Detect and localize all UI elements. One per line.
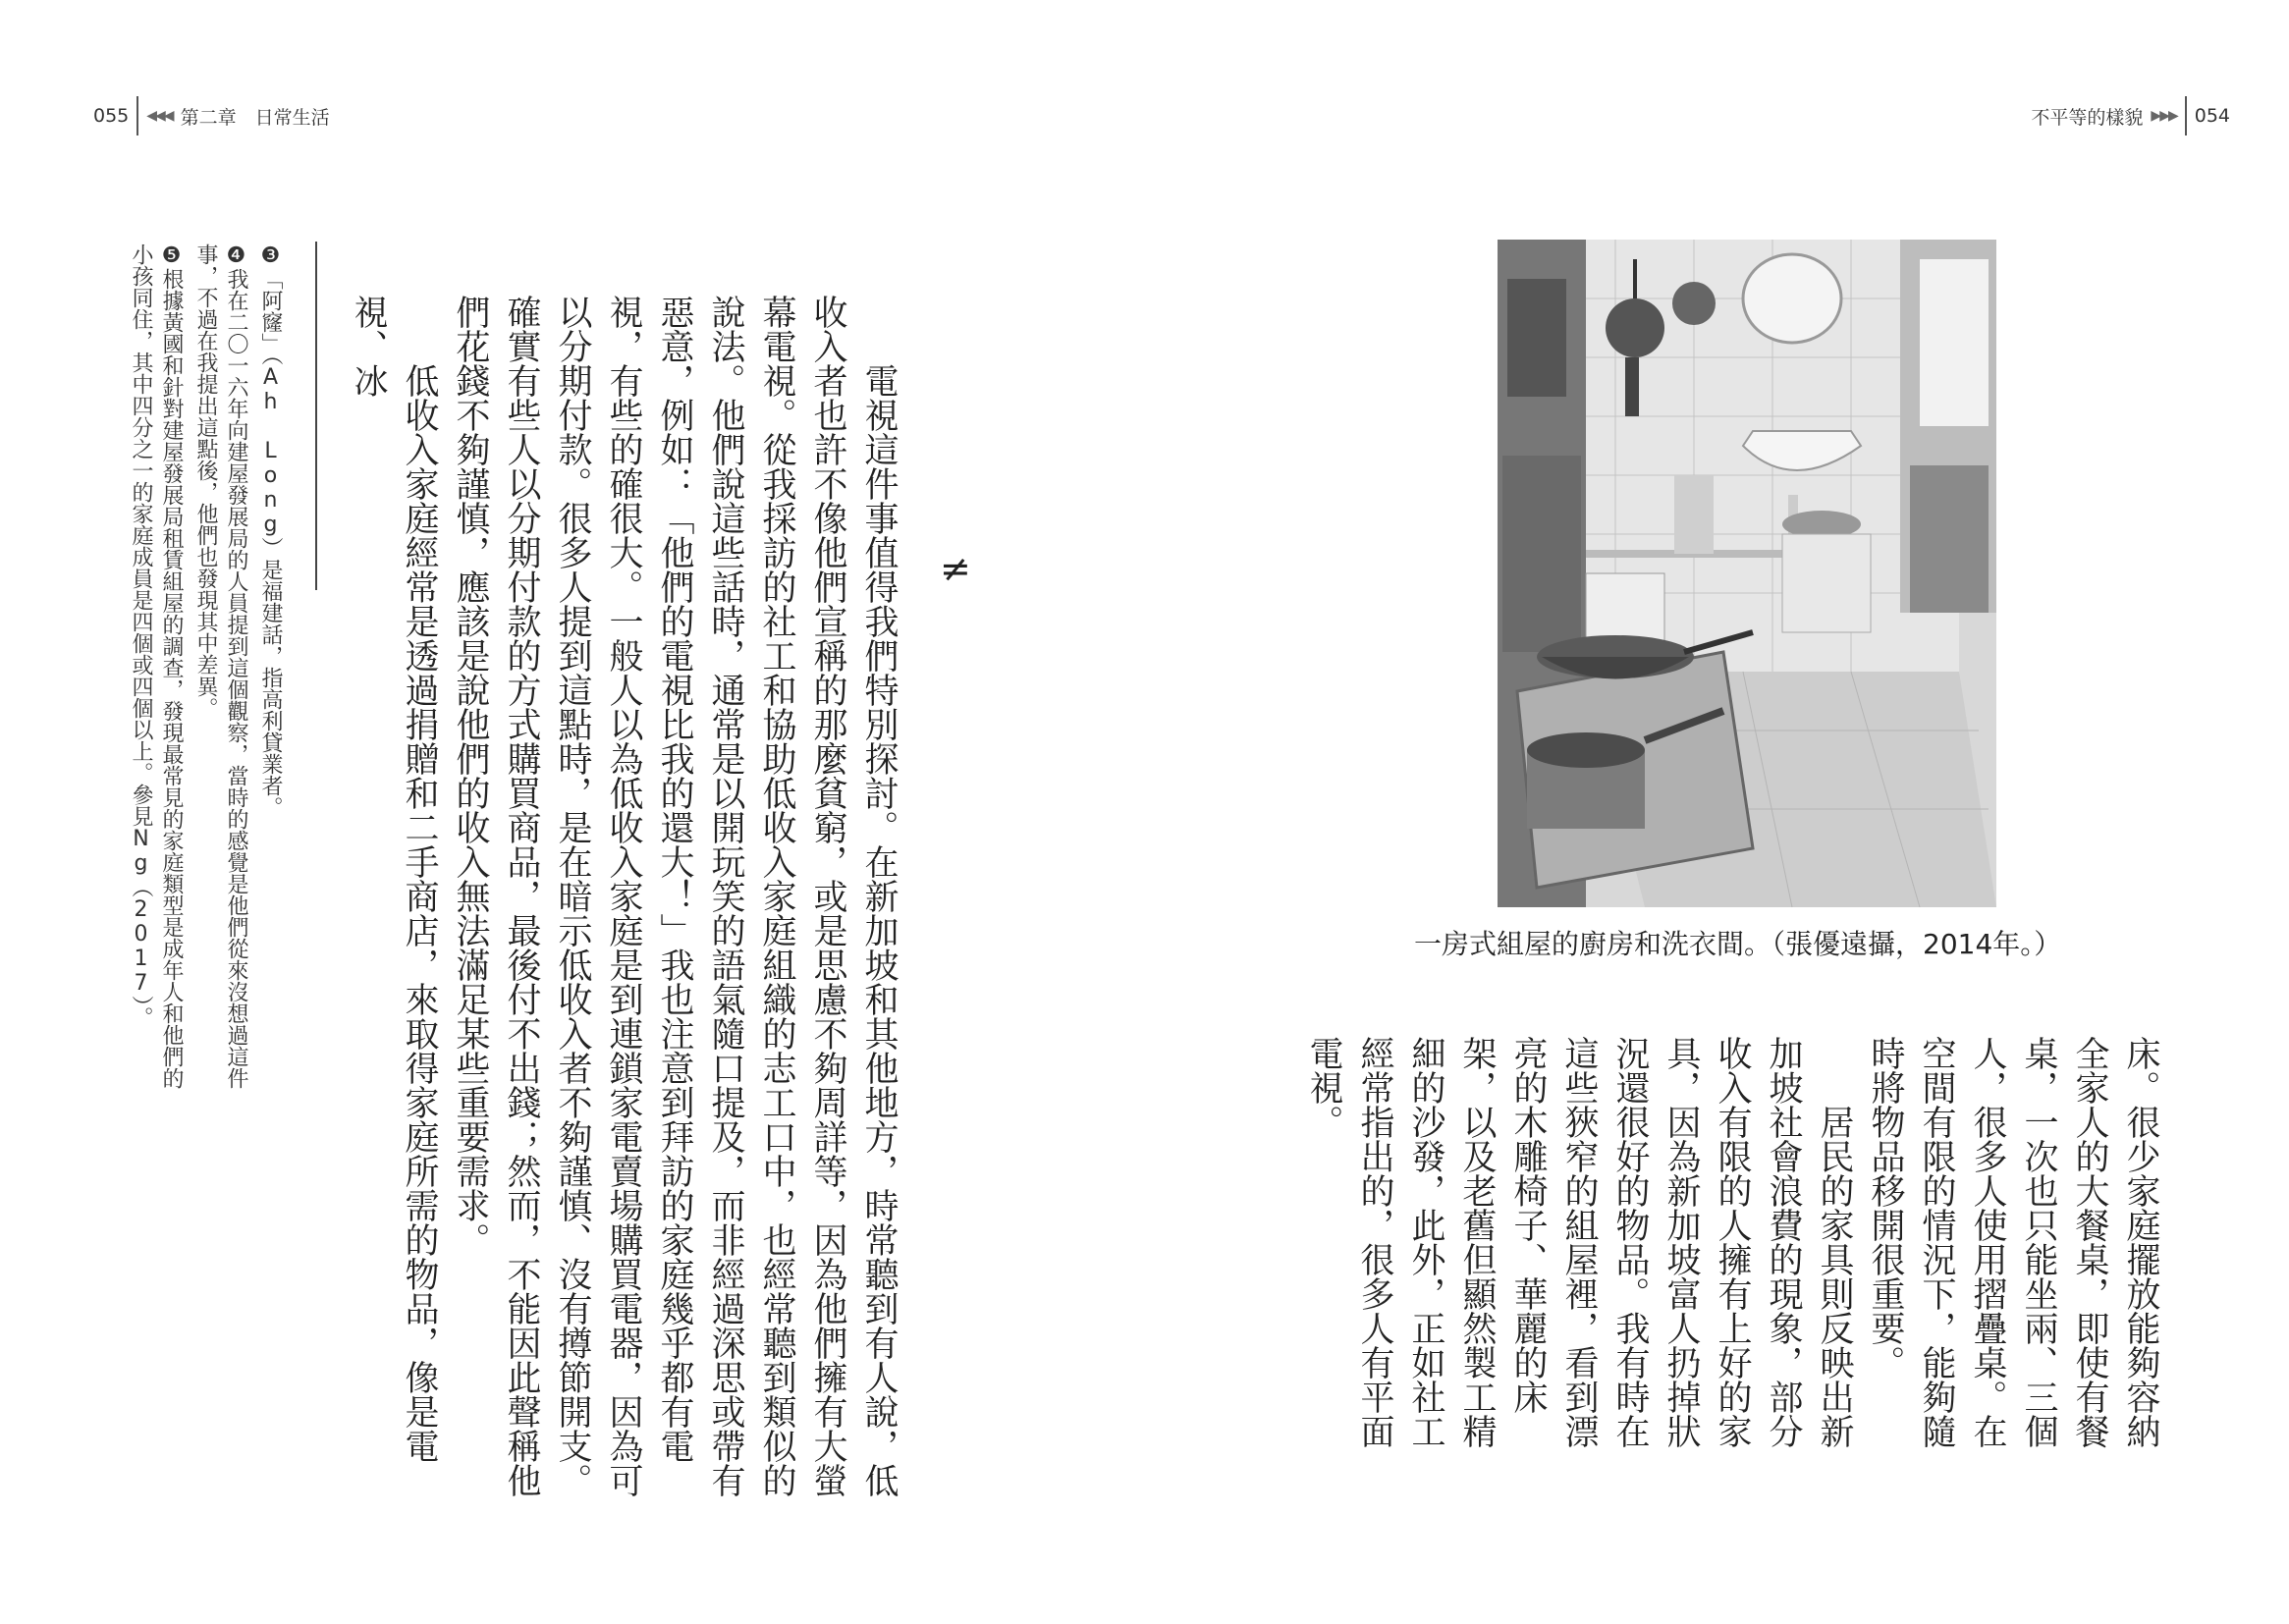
left-page-number: 055 bbox=[93, 105, 130, 127]
left-page-header bbox=[93, 96, 330, 135]
chapter-title: 第二章 日常生活 bbox=[180, 106, 330, 129]
left-body-text bbox=[343, 295, 904, 1502]
photo-caption: 一房式組屋的廚房和洗衣間。（張優遠攝，2014年。） bbox=[1414, 928, 2062, 960]
footnote: ❹我在二〇一六年向建屋發展局的人員提到這個觀察，當時的感覺是他們從來沒想過這件事，不過在我提出這點後，他們也發現其中差異。 bbox=[193, 244, 248, 1089]
paragraph: 床。很少家庭擺放能夠容納全家人的大餐桌，即使有餐桌，一次也只能坐兩、三個人，很多人使用摺疊桌。在空間有限的情況下，能夠隨時將物品移開很重要。 bbox=[1866, 1036, 2160, 1448]
footnotes bbox=[122, 244, 286, 1098]
paragraph: 電視這件事值得我們特別探討。在新加坡和其他地方，時常聽到有人說，低收入者也許不像他們宣稱的那麼貧窮，或是思慮不夠周詳等，因為他們擁有大螢幕電視。從我採訪的社工和協助低收入家庭組織的志工口中，也經常聽到類似的說法。他們說這些話時，通常是以開玩笑的語氣隨口提及，而非經過深思或帶有惡意，例如：「他們的電視比我的還大！」我也注意到拜訪的家庭幾乎都有電視，有些的確很大。一般人以為低收入家庭是到連鎖家電賣場購買電器，因為可以分期付款。很多人提到這點時，是在暗示低收入者不夠謹慎、沒有撙節開支。確實有些人以分期付款的方式購買商品，最後付不出錢；然而，不能因此聲稱他們花錢不夠謹慎，應該是說他們的收入無法滿足某些重要需求。 bbox=[451, 295, 899, 1497]
paragraph: 居民的家具則反映出新加坡社會浪費的現象，部分收入有限的人擁有上好的家具，因為新加坡富人扔掉狀況還很好的物品。我有時在這些狹窄的組屋裡，看到漂亮的木雕椅子、華麗的床架，以及老舊但顯然製工精細的沙發，此外，正如社工經常指出的，很多人有平面電視。 bbox=[1304, 1036, 1854, 1448]
footnote: ❸「阿窿」（Ah Long）是福建話，指高利貸業者。 bbox=[258, 244, 283, 818]
left-arrows-icon: ◀◀◀ bbox=[146, 108, 173, 124]
paragraph: 低收入家庭經常是透過捐贈和二手商店，來取得家庭所需的物品，像是電視、冰 bbox=[349, 295, 439, 1463]
header-divider bbox=[2185, 96, 2187, 135]
right-page-number: 054 bbox=[2194, 105, 2230, 127]
right-page-header bbox=[2031, 96, 2230, 135]
book-title: 不平等的樣貌 bbox=[2031, 106, 2144, 129]
footnote: ❺根據黃國和針對建屋發展局租賃組屋的調查，發現最常見的家庭類型是成年人和他們的小孩同住，其中四分之一的家庭成員是四個或四個以上。參見Ng（2017）。 bbox=[129, 244, 184, 1089]
not-equal-icon: ≠ bbox=[940, 547, 971, 590]
header-divider bbox=[136, 96, 138, 135]
footnote-divider bbox=[315, 242, 317, 590]
right-arrows-icon: ▶▶▶ bbox=[2151, 108, 2177, 124]
kitchen-photo bbox=[1498, 240, 1996, 907]
right-body-text bbox=[1298, 1036, 2166, 1468]
